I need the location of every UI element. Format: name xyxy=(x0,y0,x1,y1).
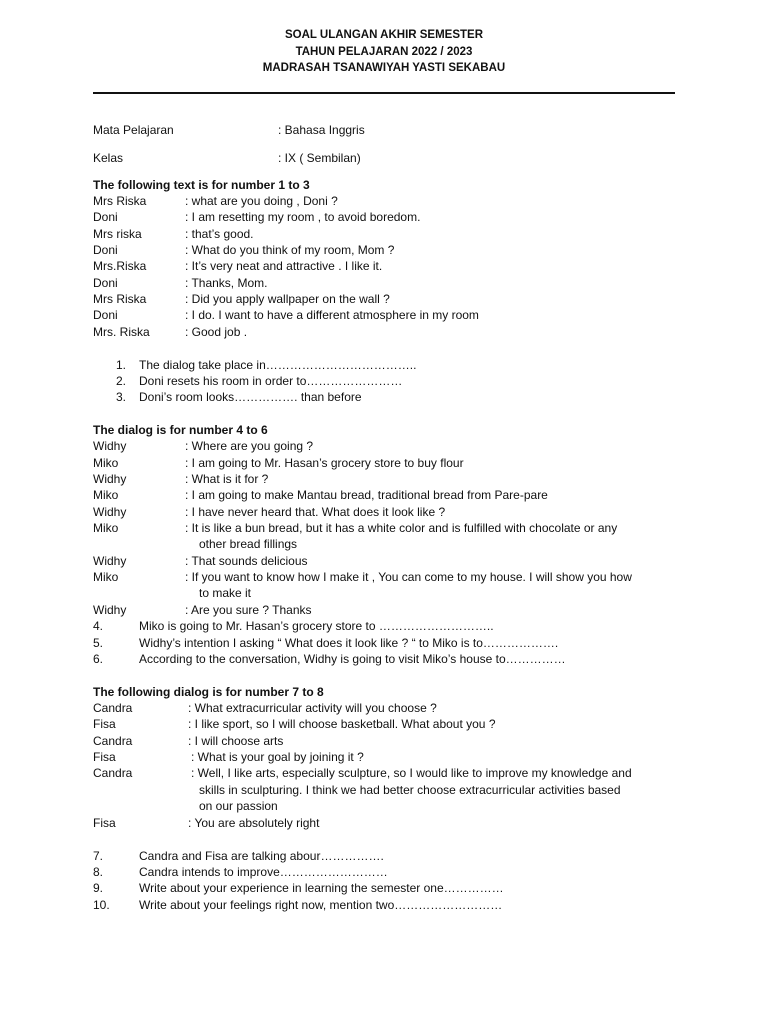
dialog-speaker: Widhy xyxy=(93,603,127,617)
header-year: TAHUN PELAJARAN 2022 / 2023 xyxy=(295,45,473,58)
dialog-speaker: Doni xyxy=(93,210,118,224)
dialog-line: : what are you doing , Doni ? xyxy=(185,194,338,208)
header-title: SOAL ULANGAN AKHIR SEMESTER xyxy=(284,29,484,41)
question-text: Candra intends to improve……………………… xyxy=(139,865,388,879)
dialog-line: : I have never heard that. What does it look like ? xyxy=(185,505,446,519)
dialog-line: : Did you apply wallpaper on the wall ? xyxy=(185,292,390,306)
dialog-speaker: Widhy xyxy=(93,505,127,519)
dialog-line: : I will choose arts xyxy=(188,734,284,748)
dialog-speaker: Miko xyxy=(93,488,119,502)
question-text: According to the conversation, Widhy is going to visit Miko’s house to…………… xyxy=(139,652,566,666)
dialog-speaker: Doni xyxy=(93,308,118,322)
dialog-line: : If you want to know how I make it , You can come to my house. I will show you how xyxy=(185,570,632,584)
dialog-speaker: Miko xyxy=(93,570,119,584)
question-text: Write about your feelings right now, mention two……………………… xyxy=(139,898,503,912)
question-text: Write about your experience in learning the semester one…………… xyxy=(139,881,504,895)
class-value: : IX ( Sembilan) xyxy=(278,151,361,165)
dialog-speaker: Mrs. Riska xyxy=(93,325,150,339)
dialog-line: : You are absolutely right xyxy=(188,816,320,830)
dialog-line: : What do you think of my room, Mom ? xyxy=(185,243,395,257)
question-number: 3. xyxy=(116,390,127,404)
question-number: 10. xyxy=(93,898,110,912)
section-3-title: The following dialog is for number 7 to 8 xyxy=(93,685,324,699)
dialog-speaker: Doni xyxy=(93,243,118,257)
dialog-line: : Are you sure ? Thanks xyxy=(185,603,312,617)
question-text: Candra and Fisa are talking abour……………. xyxy=(139,849,384,863)
dialog-line: : I am going to make Mantau bread, traditional bread from Pare-pare xyxy=(185,488,548,502)
dialog-speaker: Mrs Riska xyxy=(93,292,147,306)
dialog-line: : What is it for ? xyxy=(185,472,269,486)
question-number: 2. xyxy=(116,374,127,388)
header-divider xyxy=(93,92,675,94)
dialog-line-continuation: on our passion xyxy=(199,799,278,813)
question-number: 9. xyxy=(93,881,104,895)
question-text: Miko is going to Mr. Hasan’s grocery store to ……………………….. xyxy=(139,619,494,633)
dialog-line: : What extracurricular activity will you choose ? xyxy=(188,701,437,715)
dialog-line: : I like sport, so I will choose basketball. What about you ? xyxy=(188,717,496,731)
dialog-speaker: Candra xyxy=(93,766,133,780)
question-text: Doni’s room looks……………. than before xyxy=(139,390,362,404)
dialog-line: : It’s very neat and attractive . I like it. xyxy=(185,259,383,273)
dialog-speaker: Widhy xyxy=(93,554,127,568)
dialog-line: : Well, I like arts, especially sculpture, so I would like to improve my knowledge and xyxy=(191,766,632,780)
dialog-line: : I am resetting my room , to avoid boredom. xyxy=(185,210,421,224)
dialog-speaker: Miko xyxy=(93,521,119,535)
question-text: Widhy’s intention I asking “ What does it look like ? “ to Miko is to………………. xyxy=(139,636,559,650)
question-number: 7. xyxy=(93,849,104,863)
dialog-line: : Good job . xyxy=(185,325,248,339)
question-text: Doni resets his room in order to…………………… xyxy=(139,374,403,388)
dialog-line: : Thanks, Mom. xyxy=(185,276,268,290)
question-number: 8. xyxy=(93,865,104,879)
dialog-speaker: Fisa xyxy=(93,816,116,830)
dialog-line: : What is your goal by joining it ? xyxy=(191,750,364,764)
dialog-line-continuation: other bread fillings xyxy=(199,537,298,551)
exam-header xyxy=(0,27,768,77)
section-2-title: The dialog is for number 4 to 6 xyxy=(93,423,268,437)
dialog-line: : I do. I want to have a different atmosphere in my room xyxy=(185,308,479,322)
dialog-speaker: Mrs riska xyxy=(93,227,142,241)
dialog-speaker: Candra xyxy=(93,701,133,715)
question-number: 5. xyxy=(93,636,104,650)
header-school: MADRASAH TSANAWIYAH YASTI SEKABAU xyxy=(262,62,506,74)
dialog-line: : that’s good. xyxy=(185,227,254,241)
dialog-line-continuation: to make it xyxy=(199,586,252,600)
dialog-speaker: Mrs Riska xyxy=(93,194,147,208)
dialog-line: : It is like a bun bread, but it has a white color and is fulfilled with chocolate or any xyxy=(185,521,618,535)
subject-label: Mata Pelajaran xyxy=(93,123,174,137)
dialog-line: : Where are you going ? xyxy=(185,439,314,453)
question-number: 1. xyxy=(116,358,127,372)
question-number: 4. xyxy=(93,619,104,633)
section-1-title: The following text is for number 1 to 3 xyxy=(93,178,310,192)
dialog-line: : I am going to Mr. Hasan’s grocery store to buy flour xyxy=(185,456,464,470)
dialog-speaker: Candra xyxy=(93,734,133,748)
dialog-line: : That sounds delicious xyxy=(185,554,308,568)
dialog-speaker: Widhy xyxy=(93,472,127,486)
class-label: Kelas xyxy=(93,151,124,165)
dialog-speaker: Fisa xyxy=(93,717,116,731)
dialog-speaker: Miko xyxy=(93,456,119,470)
dialog-line-continuation: skills in sculpturing. I think we had better choose extracurricular activities based xyxy=(199,783,621,797)
dialog-speaker: Fisa xyxy=(93,750,116,764)
subject-value: : Bahasa Inggris xyxy=(278,123,365,137)
question-text: The dialog take place in……………………………….. xyxy=(139,358,417,372)
dialog-speaker: Mrs.Riska xyxy=(93,259,147,273)
question-number: 6. xyxy=(93,652,104,666)
dialog-speaker: Widhy xyxy=(93,439,127,453)
dialog-speaker: Doni xyxy=(93,276,118,290)
